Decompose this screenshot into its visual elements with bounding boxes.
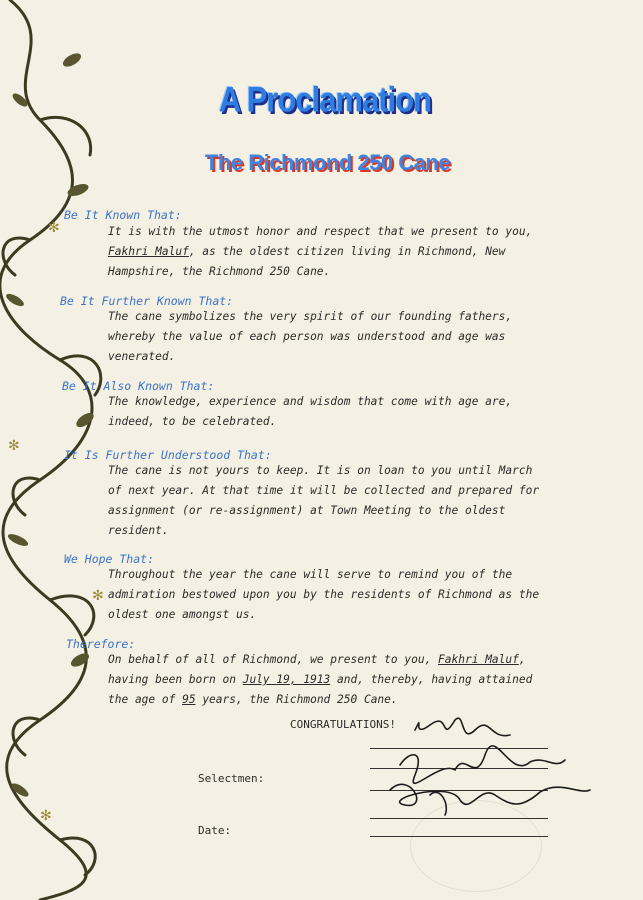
paragraph-line: The cane symbolizes the very spirit of our founding fathers,: [108, 310, 513, 323]
paragraph-line: indeed, to be celebrated.: [108, 415, 277, 428]
section-heading: We Hope That:: [64, 552, 155, 566]
section-heading: Be It Also Known That:: [62, 379, 215, 393]
paragraph-line: whereby the value of each person was understood and age was: [108, 330, 506, 343]
paragraph-line: venerated.: [108, 350, 176, 363]
paragraph-line: assignment (or re-assignment) at Town Meeting to the oldest: [108, 504, 506, 517]
paragraph-line: admiration bestowed upon you by the residents of Richmond as the: [108, 588, 540, 601]
svg-text:✻: ✻: [40, 808, 52, 824]
svg-text:✻: ✻: [48, 220, 60, 236]
paragraph-line: Throughout the year the cane will serve to remind you of the: [108, 568, 513, 581]
date-label: Date:: [198, 824, 232, 837]
paragraph-line: oldest one amongst us.: [108, 608, 257, 621]
section-paragraph: [108, 461, 578, 541]
selectmen-label: Selectmen:: [198, 772, 265, 785]
paragraph-line: of next year. At that time it will be collected and prepared for: [108, 484, 540, 497]
section-paragraph: [108, 392, 578, 432]
section-heading: Therefore:: [66, 637, 136, 651]
section-heading: It Is Further Understood That:: [64, 448, 272, 462]
proclamation-subtitle: The Richmond 250 Cane: [204, 150, 450, 175]
paragraph-line: the age of 95 years, the Richmond 250 Cane.: [108, 693, 398, 706]
svg-text:✻: ✻: [8, 438, 20, 454]
section-heading: Be It Known That:: [64, 208, 182, 222]
paragraph-line: The knowledge, experience and wisdom that come with age are,: [108, 395, 513, 408]
paragraph-line: On behalf of all of Richmond, we present to you, Fakhri Maluf,: [108, 653, 526, 666]
selectmen-signatures: [370, 700, 600, 850]
section-paragraph: [108, 565, 578, 625]
section-heading: Be It Further Known That:: [60, 294, 234, 308]
congratulations-text: CONGRATULATIONS!: [290, 718, 396, 731]
section-paragraph: [108, 222, 578, 282]
proclamation-title: A Proclamation: [218, 79, 432, 120]
section-paragraph: [108, 307, 578, 367]
paragraph-line: It is with the utmost honor and respect that we present to you,: [108, 225, 533, 238]
paragraph-line: Hampshire, the Richmond 250 Cane.: [108, 265, 331, 278]
paragraph-line: The cane is not yours to keep. It is on loan to you until March: [108, 464, 533, 477]
svg-text:✻: ✻: [92, 588, 104, 604]
paragraph-line: resident.: [108, 524, 169, 537]
paragraph-line: Fakhri Maluf, as the oldest citizen living in Richmond, New: [108, 245, 506, 258]
paragraph-line: having been born on July 19, 1913 and, thereby, having attained: [108, 673, 533, 686]
